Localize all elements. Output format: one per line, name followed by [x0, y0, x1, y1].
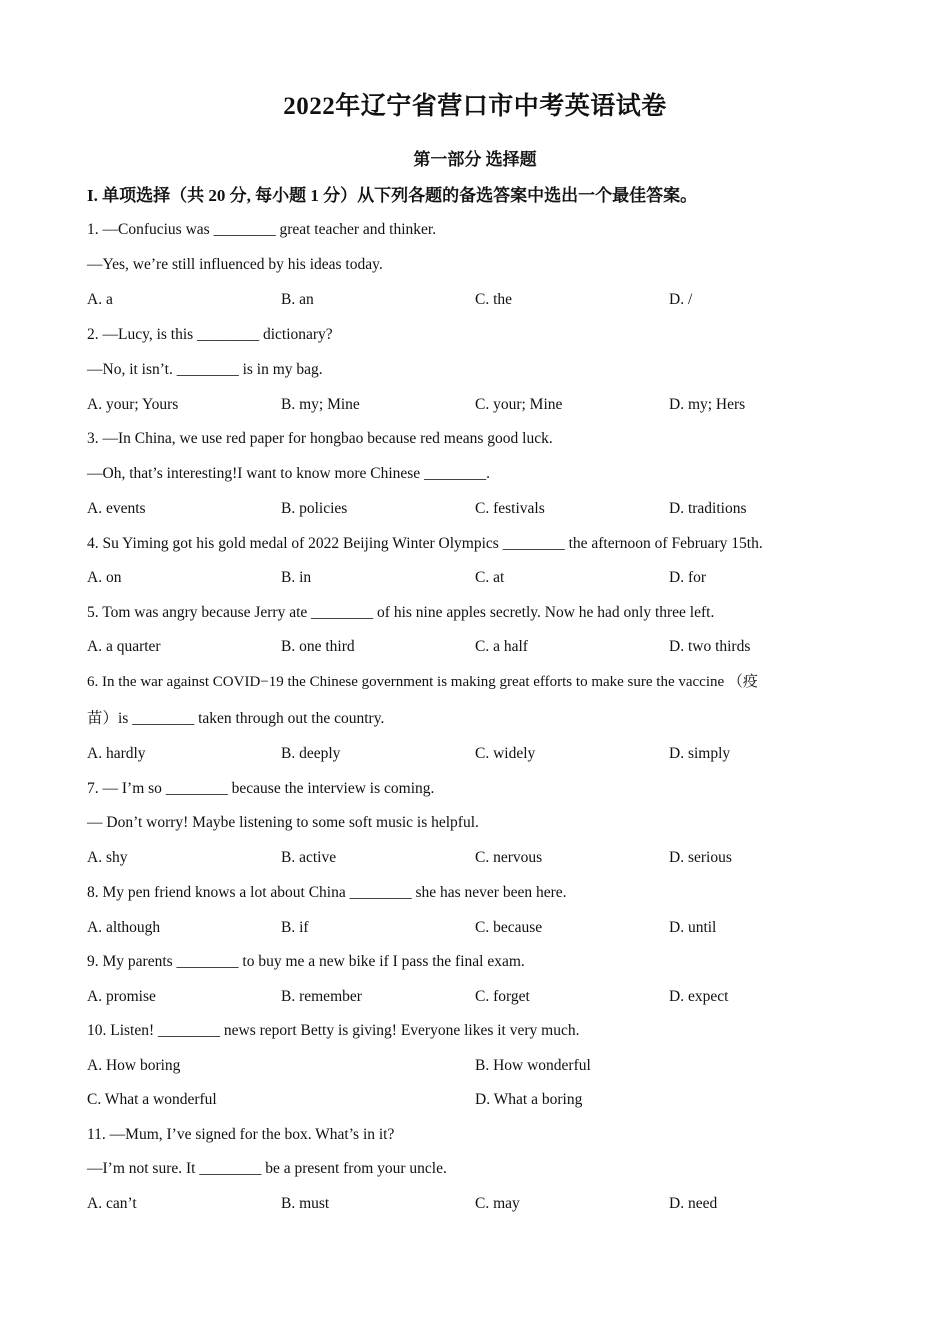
question-1-option-c: C. the	[475, 291, 513, 308]
question-4-option-d: D. for	[669, 569, 707, 586]
question-6-option-a: A. hardly	[87, 745, 146, 762]
question-2-option-c: C. your; Mine	[475, 396, 563, 413]
question-9-option-a: A. promise	[87, 988, 156, 1005]
question-10-option-b: B. How wonderful	[475, 1057, 591, 1074]
question-5-option-c: C. a half	[475, 638, 528, 655]
question-7-stem: 7. — I’m so ________ because the interview is coming.	[87, 780, 435, 797]
question-3-option-c: C. festivals	[475, 500, 545, 517]
section-instruction: I. 单项选择（共 20 分, 每小题 1 分）从下列各题的备选答案中选出一个最佳答案。	[87, 186, 698, 205]
question-2-option-a: A. your; Yours	[87, 396, 179, 413]
question-9-option-d: D. expect	[669, 988, 729, 1005]
question-6-option-b: B. deeply	[281, 745, 341, 762]
question-11-stem: 11. —Mum, I’ve signed for the box. What’s in it?	[87, 1126, 395, 1143]
question-7-option-c: C. nervous	[475, 849, 543, 866]
question-4-option-a: A. on	[87, 569, 122, 586]
question-5-option-a: A. a quarter	[87, 638, 161, 655]
question-1-option-a: A. a	[87, 291, 113, 308]
question-3-stem: 3. —In China, we use red paper for hongbao because red means good luck.	[87, 430, 553, 447]
question-3-option-b: B. policies	[281, 500, 348, 517]
question-9-stem: 9. My parents ________ to buy me a new bike if I pass the final exam.	[87, 953, 525, 970]
question-11-option-c: C. may	[475, 1195, 520, 1212]
section-title: 第一部分 选择题	[413, 150, 537, 169]
question-8-option-b: B. if	[281, 919, 309, 936]
question-2-stem: 2. —Lucy, is this ________ dictionary?	[87, 326, 333, 343]
question-6-option-d: D. simply	[669, 745, 731, 762]
question-10-option-a: A. How boring	[87, 1057, 181, 1074]
question-5-stem: 5. Tom was angry because Jerry ate ________ of his nine apples secretly. Now he had only three left.	[87, 604, 715, 621]
question-10-option-c: C. What a wonderful	[87, 1091, 217, 1108]
question-7-option-a: A. shy	[87, 849, 128, 866]
question-1-reply: —Yes, we’re still influenced by his ideas today.	[87, 256, 383, 273]
question-1-stem: 1. —Confucius was ________ great teacher and thinker.	[87, 221, 437, 238]
question-4-option-b: B. in	[281, 569, 312, 586]
question-9-option-b: B. remember	[281, 988, 362, 1005]
question-2-reply: —No, it isn’t. ________ is in my bag.	[87, 361, 323, 378]
question-8-option-a: A. although	[87, 919, 161, 936]
question-7-reply: — Don’t worry! Maybe listening to some soft music is helpful.	[87, 814, 479, 831]
question-5-option-d: D. two thirds	[669, 638, 751, 655]
question-5-option-b: B. one third	[281, 638, 355, 655]
question-2-option-b: B. my; Mine	[281, 396, 360, 413]
question-9-option-c: C. forget	[475, 988, 530, 1005]
question-2-option-d: D. my; Hers	[669, 396, 746, 413]
question-4-option-c: C. at	[475, 569, 505, 586]
question-6-option-c: C. widely	[475, 745, 536, 762]
question-3-reply: —Oh, that’s interesting!I want to know more Chinese ________.	[87, 465, 490, 482]
question-11-option-d: D. need	[669, 1195, 718, 1212]
question-8-option-d: D. until	[669, 919, 717, 936]
question-10-option-d: D. What a boring	[475, 1091, 583, 1108]
question-11-option-a: A. can’t	[87, 1195, 137, 1212]
question-1-option-b: B. an	[281, 291, 314, 308]
question-4-stem: 4. Su Yiming got his gold medal of 2022 Beijing Winter Olympics ________ the afternoon of February 15th.	[87, 535, 763, 552]
question-8-option-c: C. because	[475, 919, 543, 936]
question-3-option-d: D. traditions	[669, 500, 747, 517]
question-10-stem: 10. Listen! ________ news report Betty is giving! Everyone likes it very much.	[87, 1022, 580, 1039]
question-8-stem: 8. My pen friend knows a lot about China ________ she has never been here.	[87, 884, 567, 901]
question-6-stem-continued: 苗）is ________ taken through out the country.	[87, 710, 385, 727]
question-11-reply: —I’m not sure. It ________ be a present from your uncle.	[87, 1160, 447, 1177]
question-11-option-b: B. must	[281, 1195, 330, 1212]
question-6-stem: 6. In the war against COVID−19 the Chinese government is making great efforts to make sure the vaccine （疫	[87, 674, 758, 690]
question-1-option-d: D. /	[669, 291, 693, 308]
question-3-option-a: A. events	[87, 500, 146, 517]
question-7-option-b: B. active	[281, 849, 337, 866]
question-7-option-d: D. serious	[669, 849, 732, 866]
exam-title: 2022年辽宁省营口市中考英语试卷	[283, 93, 667, 120]
